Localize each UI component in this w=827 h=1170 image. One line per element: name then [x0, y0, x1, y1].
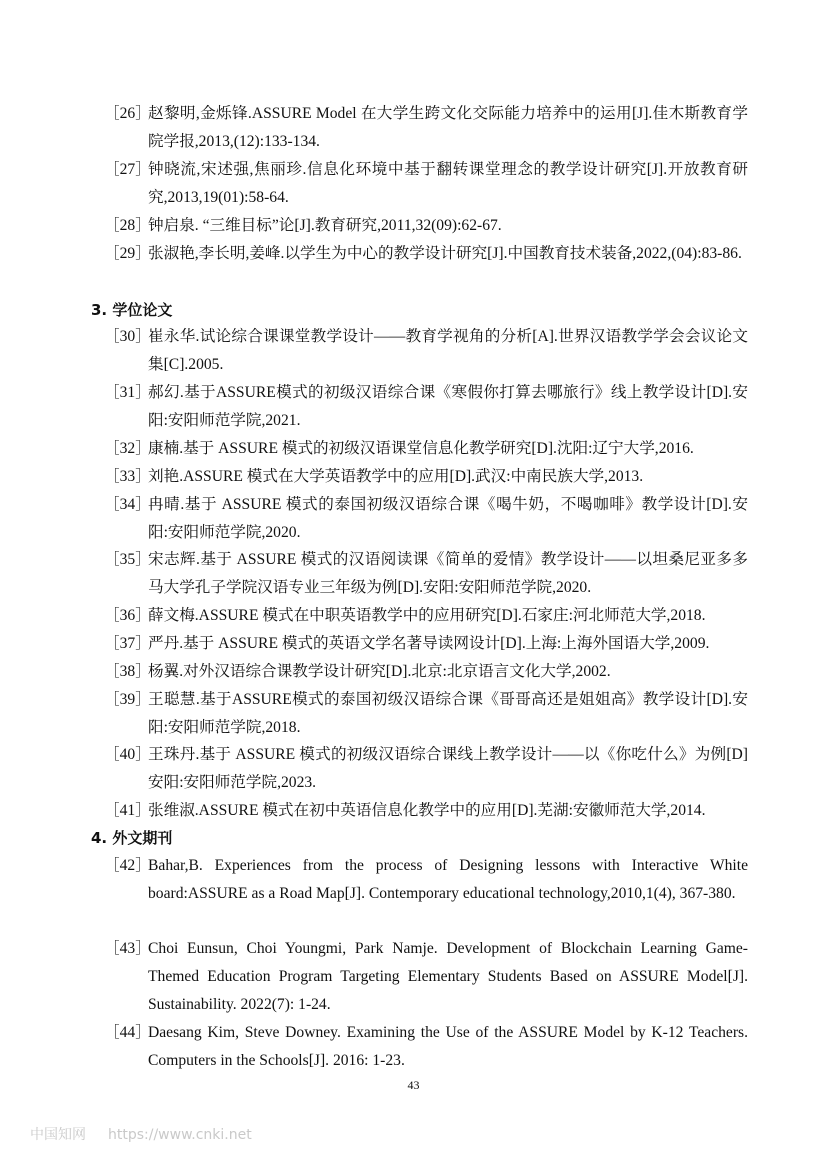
reference-item: [104, 435, 748, 463]
reference-text: 张淑艳,李长明,姜峰.以学生为中心的教学设计研究[J].中国教育技术装备,2022,(04):83-86.: [148, 245, 742, 262]
reference-text: 郝幻.基于ASSURE模式的初级汉语综合课《寒假你打算去哪旅行》线上教学设计[D].安阳:安阳师范学院,2021.: [148, 384, 748, 429]
watermark-url: https://www.cnki.net: [108, 1127, 252, 1143]
reference-text: 宋志辉.基于 ASSURE 模式的汉语阅读课《简单的爱情》教学设计——以坦桑尼亚多多马大学孔子学院汉语专业三年级为例[D].安阳:安阳师范学院,2020.: [148, 551, 748, 596]
reference-item: [104, 463, 748, 491]
reference-item: [104, 852, 748, 908]
reference-text: 冉晴.基于 ASSURE 模式的泰国初级汉语综合课《喝牛奶，不喝咖啡》教学设计[D].安阳:安阳师范学院,2020.: [148, 496, 748, 541]
reference-item: [104, 323, 748, 379]
reference-number: ［33］: [104, 468, 151, 485]
reference-text: 钟启泉. “三维目标”论[J].教育研究,2011,32(09):62-67.: [148, 217, 502, 234]
reference-text: Daesang Kim, Steve Downey. Examining the Use of the ASSURE Model by K-12 Teachers. Computers in the Schools[J]. 2016: 1-23.: [148, 1024, 748, 1069]
reference-text: Bahar,B. Experiences from the process of Designing lessons with Interactive White board:ASSURE as a Road Map[J]. Contemporary educational technology,2010,1(4), 367-380.: [148, 857, 748, 902]
reference-text: 崔永华.试论综合课课堂教学设计——教育学视角的分析[A].世界汉语教学学会会议论文集[C].2005.: [148, 328, 748, 373]
reference-item: [104, 658, 748, 686]
reference-item: [104, 212, 748, 240]
reference-text: 严丹.基于 ASSURE 模式的英语文学名著导读网设计[D].上海:上海外国语大学,2009.: [148, 635, 710, 652]
reference-item: [104, 686, 748, 742]
reference-number: ［40］: [104, 746, 151, 763]
reference-number: ［43］: [104, 940, 151, 957]
reference-item: [104, 379, 748, 435]
reference-number: ［38］: [104, 663, 151, 680]
reference-text: 王聪慧.基于ASSURE模式的泰国初级汉语综合课《哥哥高还是姐姐高》教学设计[D].安阳:安阳师范学院,2018.: [148, 691, 748, 736]
watermark-name: 中国知网: [30, 1127, 86, 1143]
page-number: 43: [407, 1078, 420, 1092]
reference-number: ［37］: [104, 635, 151, 652]
reference-text: Choi Eunsun, Choi Youngmi, Park Namje. Development of Blockchain Learning Game-Themed Education Program Targeting Elementary Students Based on ASSURE Model[J]. Sustainability. 2022(7): 1-24.: [148, 940, 748, 1013]
reference-item: [104, 156, 748, 212]
reference-number: ［27］: [104, 161, 151, 178]
section-heading-foreign-journals: 4. 外文期刊: [91, 829, 173, 847]
reference-text: 刘艳.ASSURE 模式在大学英语教学中的应用[D].武汉:中南民族大学,2013.: [148, 468, 644, 485]
reference-text: 张维淑.ASSURE 模式在初中英语信息化教学中的应用[D].芜湖:安徽师范大学,2014.: [148, 802, 706, 819]
reference-item: [104, 935, 748, 1019]
reference-number: ［36］: [104, 607, 151, 624]
reference-number: ［28］: [104, 217, 151, 234]
reference-text: 钟晓流,宋述强,焦丽珍.信息化环境中基于翻转课堂理念的教学设计研究[J].开放教育研究,2013,19(01):58-64.: [148, 161, 748, 206]
reference-text: 王珠丹.基于 ASSURE 模式的初级汉语综合课线上教学设计——以《你吃什么》为例[D]安阳:安阳师范学院,2023.: [148, 746, 748, 791]
reference-number: ［26］: [104, 105, 151, 122]
reference-number: ［31］: [104, 384, 151, 401]
reference-item: [104, 491, 748, 547]
reference-text: 杨翼.对外汉语综合课教学设计研究[D].北京:北京语言文化大学,2002.: [148, 663, 611, 680]
reference-number: ［29］: [104, 245, 151, 262]
cnki-watermark: [30, 1124, 252, 1144]
reference-item: [104, 741, 748, 797]
reference-item: [104, 546, 748, 602]
reference-item: [104, 240, 748, 268]
reference-text: 薛文梅.ASSURE 模式在中职英语教学中的应用研究[D].石家庄:河北师范大学,2018.: [148, 607, 706, 624]
reference-text: 赵黎明,金烁锋.ASSURE Model 在大学生跨文化交际能力培养中的运用[J].佳木斯教育学院学报,2013,(12):133-134.: [148, 105, 748, 150]
reference-item: [104, 630, 748, 658]
reference-number: ［30］: [104, 328, 151, 345]
reference-item: [104, 1019, 748, 1075]
reference-item: [104, 602, 748, 630]
reference-number: ［41］: [104, 802, 151, 819]
reference-number: ［44］: [104, 1024, 151, 1041]
section-heading-theses: 3. 学位论文: [91, 301, 173, 319]
reference-number: ［34］: [104, 496, 151, 513]
reference-item: [104, 100, 748, 156]
reference-number: ［39］: [104, 691, 151, 708]
reference-text: 康楠.基于 ASSURE 模式的初级汉语课堂信息化教学研究[D].沈阳:辽宁大学,2016.: [148, 440, 694, 457]
reference-number: ［32］: [104, 440, 151, 457]
reference-number: ［42］: [104, 857, 151, 874]
reference-number: ［35］: [104, 551, 151, 568]
reference-item: [104, 797, 748, 825]
